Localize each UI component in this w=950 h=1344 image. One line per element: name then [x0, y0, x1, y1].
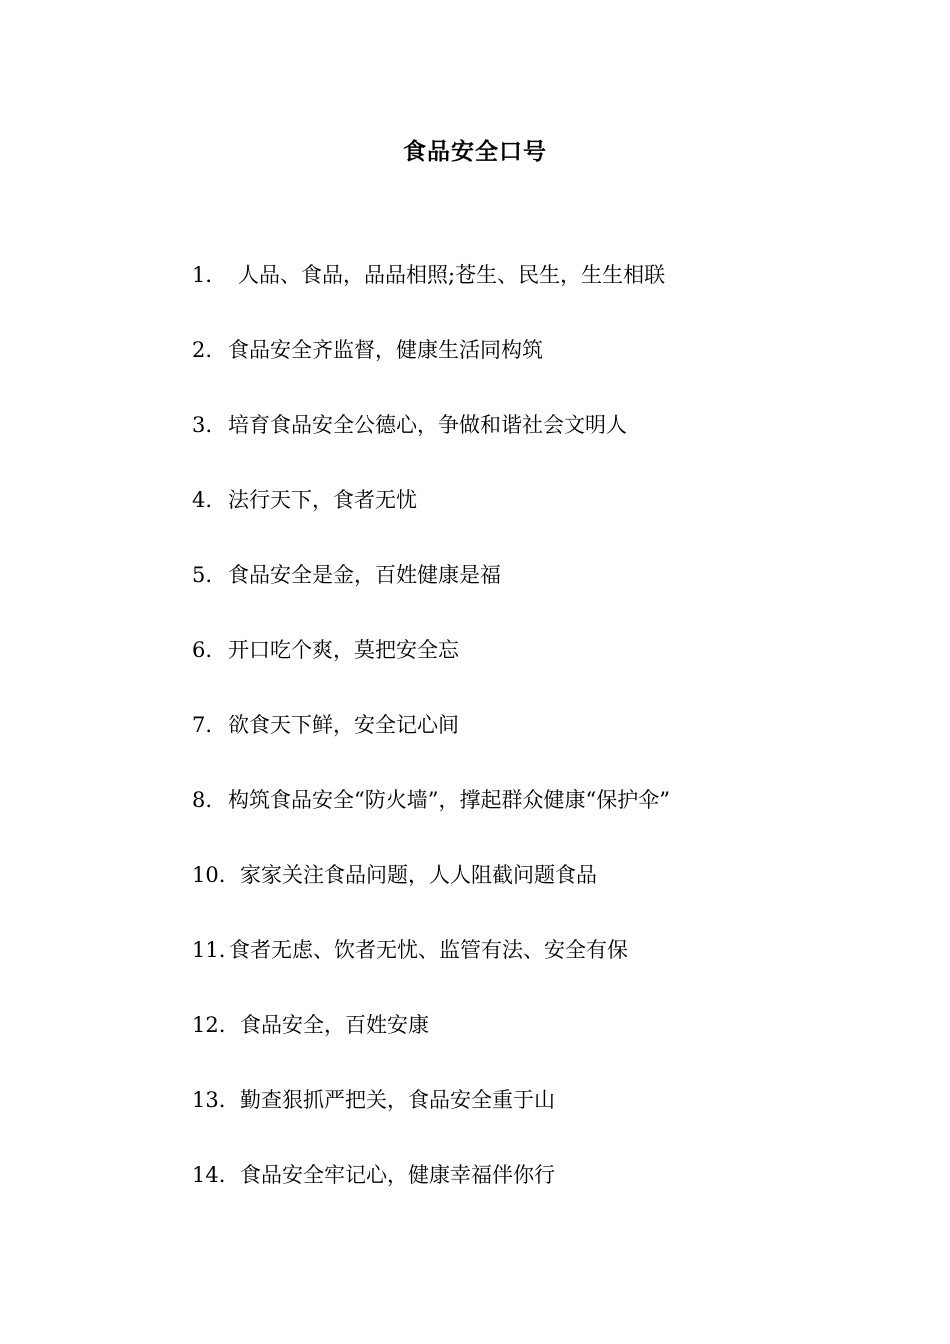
slogan-item	[192, 931, 670, 1006]
slogan-text: 欲食天下鲜，安全记心间	[228, 713, 459, 737]
slogan-item	[192, 631, 670, 706]
slogan-number: 4.	[192, 488, 213, 512]
slogan-text: 人品、食品，品品相照;苍生、民生，生生相联	[238, 263, 666, 287]
slogan-number: 5.	[192, 563, 213, 587]
slogan-text: 食品安全，百姓安康	[240, 1013, 429, 1037]
slogan-text: 法行天下，食者无忧	[228, 488, 417, 512]
slogan-number: 3.	[192, 413, 213, 437]
slogan-number: 12.	[192, 1013, 226, 1037]
slogan-text: 培育食品安全公德心，争做和谐社会文明人	[228, 413, 627, 437]
slogan-item	[192, 706, 670, 781]
slogan-number: 1．	[192, 263, 227, 287]
slogan-item	[192, 256, 670, 331]
slogan-item	[192, 1081, 670, 1156]
slogan-item	[192, 856, 670, 931]
slogan-text: 食品安全齐监督，健康生活同构筑	[228, 338, 543, 362]
slogan-text: 食品安全是金，百姓健康是福	[228, 563, 501, 587]
document-title: 食品安全口号	[403, 139, 547, 165]
slogan-number: 2.	[192, 338, 213, 362]
slogan-number: 10.	[192, 863, 226, 887]
slogan-item	[192, 1156, 670, 1231]
slogan-text: 构筑食品安全“防火墙”，撑起群众健康“保护伞”	[228, 788, 670, 812]
slogan-text: 勤查狠抓严把关，食品安全重于山	[240, 1088, 555, 1112]
slogan-number: 7.	[192, 713, 213, 737]
slogan-list	[192, 256, 670, 1231]
slogan-item	[192, 556, 670, 631]
slogan-text: 食者无虑、饮者无忧、监管有法、安全有保	[229, 938, 628, 962]
slogan-item	[192, 481, 670, 556]
slogan-number: 14.	[192, 1163, 226, 1187]
slogan-item	[192, 406, 670, 481]
slogan-number: 11.	[192, 938, 226, 962]
slogan-number: 13.	[192, 1088, 226, 1112]
slogan-text: 食品安全牢记心，健康幸福伴你行	[240, 1163, 555, 1187]
slogan-number: 6.	[192, 638, 213, 662]
slogan-text: 家家关注食品问题，人人阻截问题食品	[240, 863, 597, 887]
slogan-item	[192, 781, 670, 856]
slogan-item	[192, 1006, 670, 1081]
slogan-item	[192, 331, 670, 406]
slogan-number: 8.	[192, 788, 213, 812]
slogan-text: 开口吃个爽，莫把安全忘	[228, 638, 459, 662]
